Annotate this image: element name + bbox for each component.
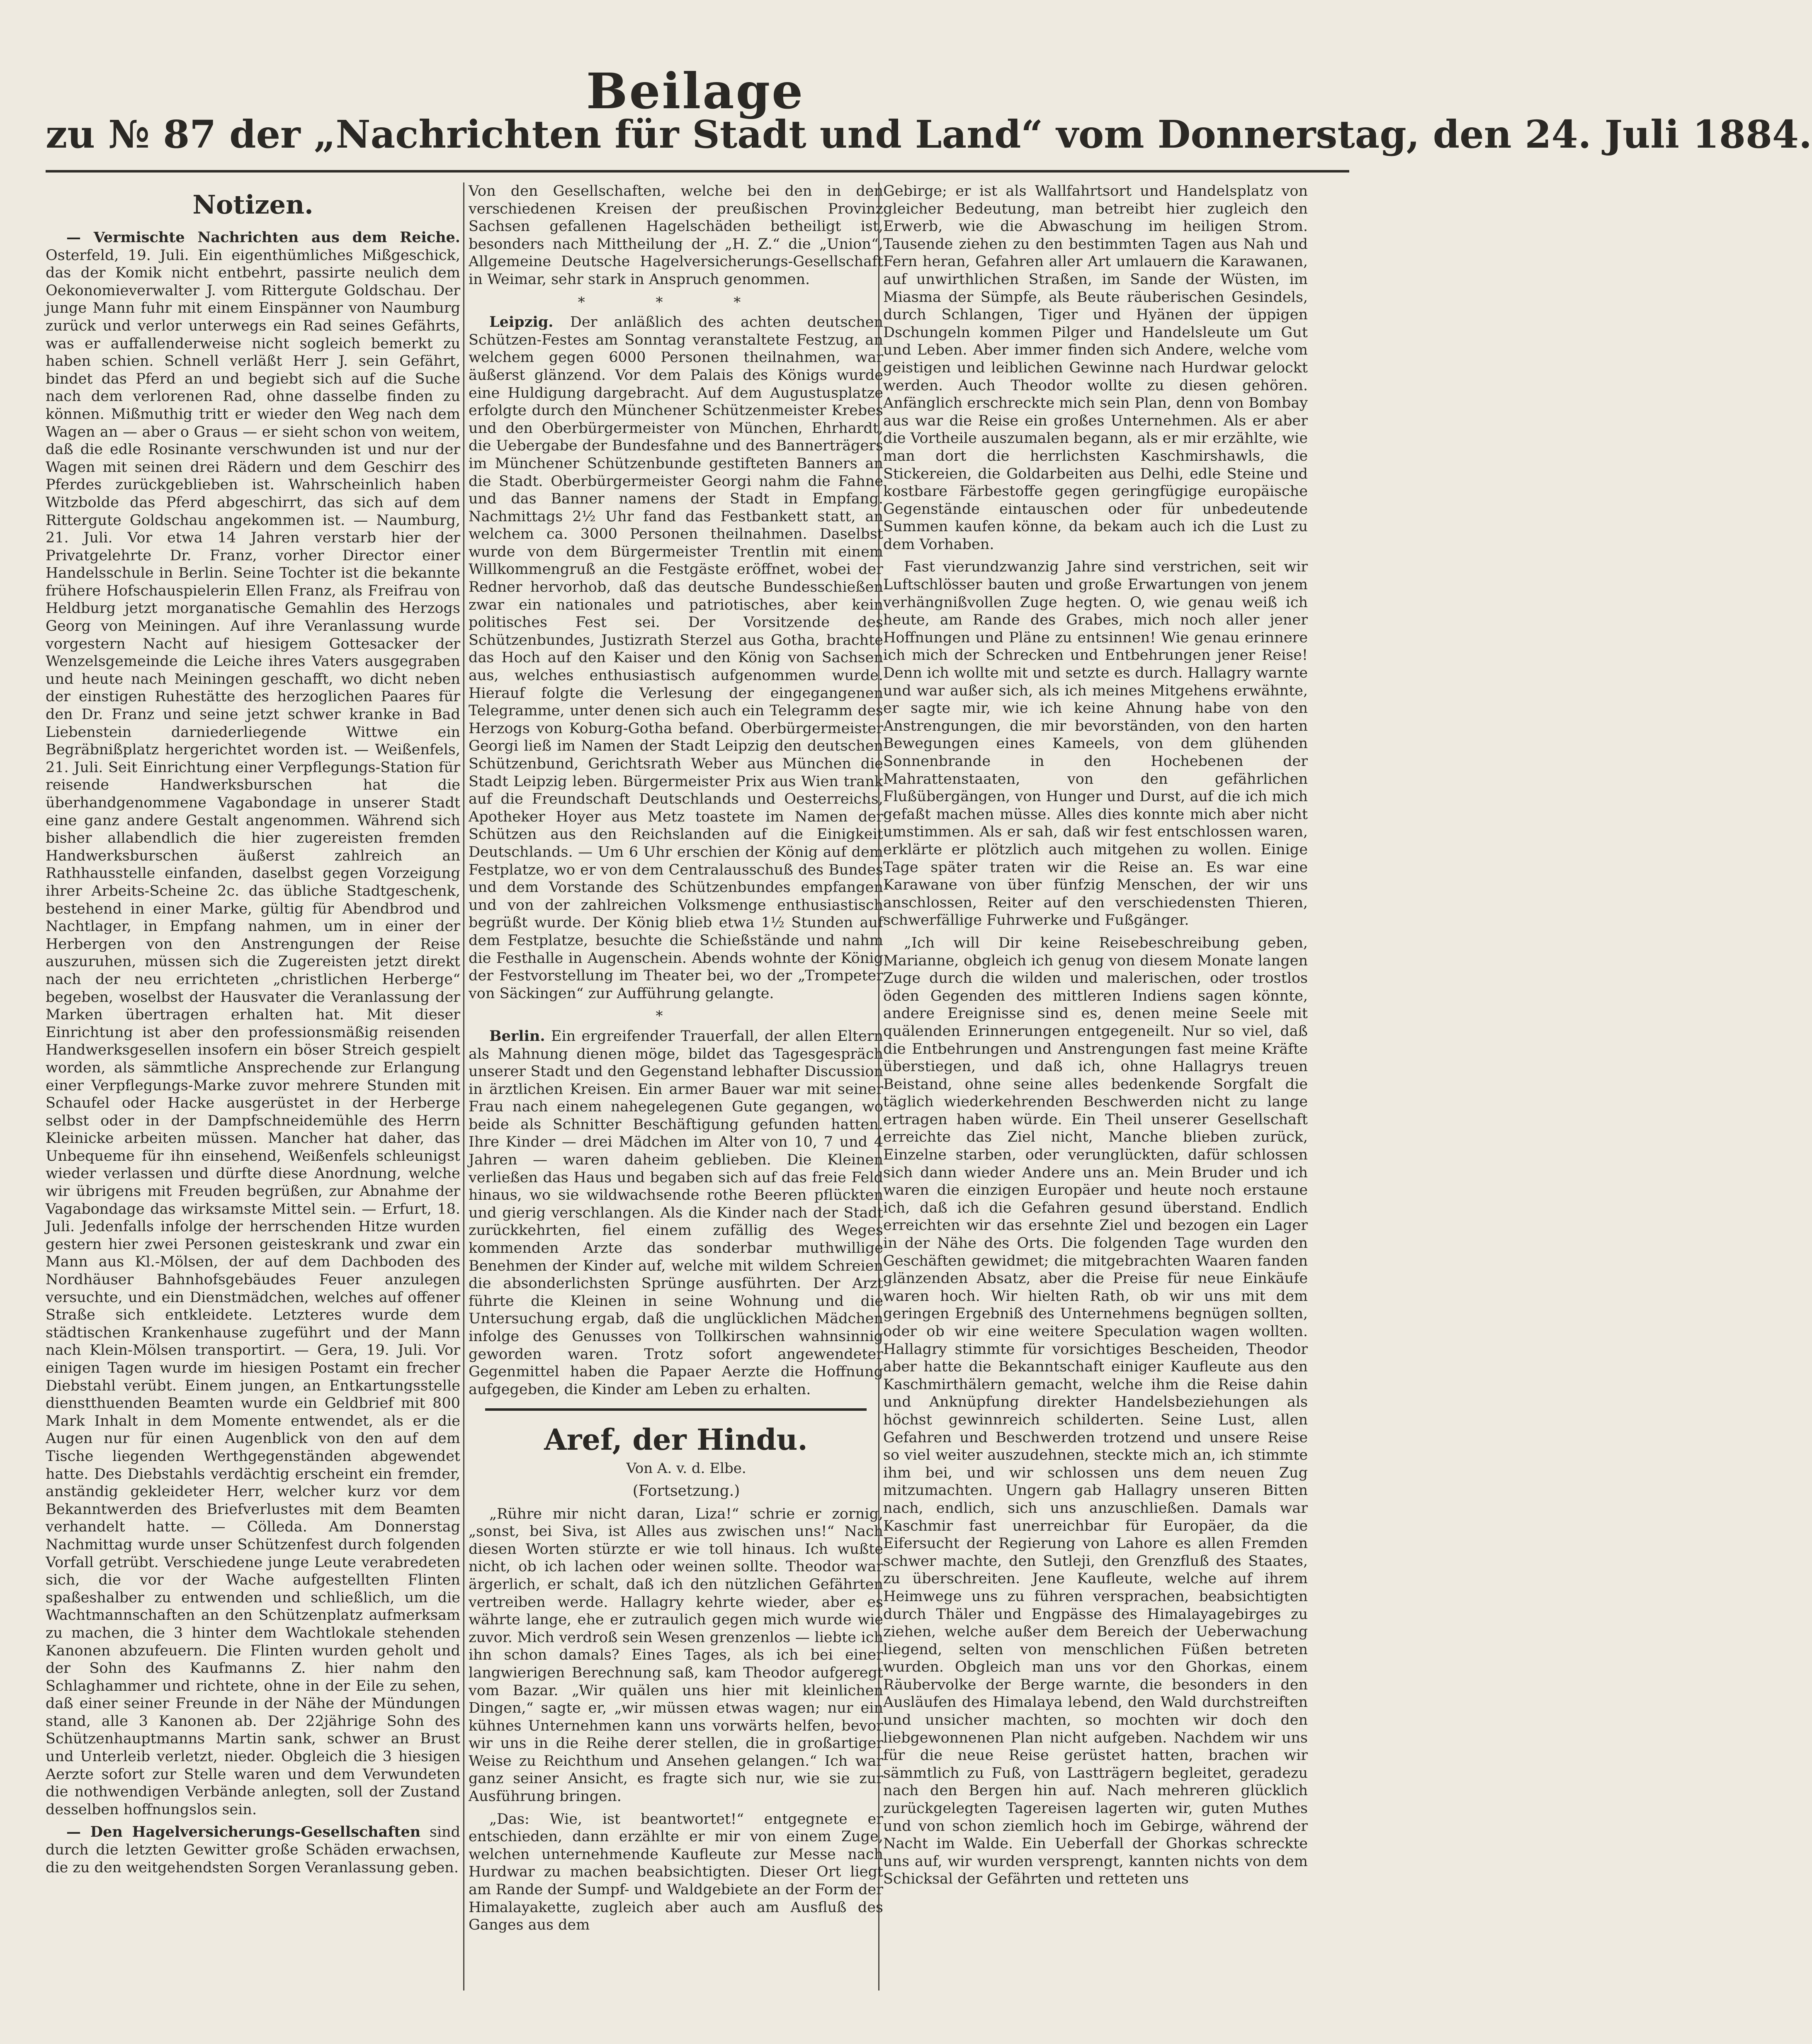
news-paragraph xyxy=(46,229,460,1818)
news-paragraph xyxy=(469,314,883,1002)
news-text: Osterfeld, 19. Juli. Ein eigenthümliches Mißgeschick, das der Komik nicht entbehrt, passirte neulich dem Oekonomieverwalter J. vom Rittergute Goldschau. Der junge Mann fuhr mit einem Einspänner von Naumburg zurück und verlor unterwegs ein Rad seines Gefährts, was er auffallenderweise nicht sogleich bemerkt zu haben schien. Schnell verläßt Herr J. sein Gefährt, bindet das Pferd an und begiebt sich auf die Suche nach dem verlorenen Rad, ohne dasselbe finden zu können. Mißmuthig tritt er wieder den Weg nach dem Wagen an — aber o Graus — er sieht schon von weitem, daß die edle Rosinante verschwunden ist und nur der Wagen mit seinen drei Rädern und dem Geschirr des Pferdes zurückgeblieben ist. Wahrscheinlich haben Witzbolde das Pferd abgeschirrt, das sich auf dem Rittergute Goldschau angekommen ist. — Naumburg, 21. Juli. Vor etwa 14 Jahren verstarb hier der Privatgelehrte Dr. Franz, vorher Director einer Handelsschule in Berlin. Seine Tochter ist die bekannte frühere Hofschauspielerin Ellen Franz, als Freifrau von Heldburg jetzt morganatische Gemahlin des Herzogs Georg von Meiningen. Auf ihre Veranlassung wurde vorgestern Nacht auf hiesigem Gottesacker der Wenzelsgemeinde die Leiche ihres Vaters ausgegraben und heute nach Meiningen geschafft, wo dicht neben der einstigen Ruhestätte des herzoglichen Paares für den Dr. Franz und seine jetzt schwer kranke in Bad Liebenstein darniederliegende Wittwe ein Begräbnißplatz hergerichtet worden ist. — Weißenfels, 21. Juli. Seit Einrichtung einer Verpflegungs-Station für reisende Handwerksburschen hat die überhandgenommene Vagabondage in unserer Stadt eine ganz andere Gestalt angenommen. Während sich bisher allabendlich die hier zugereisten fremden Handwerksburschen äußerst zahlreich an Rathhausstelle einfanden, daselbst gegen Vorzeigung ihrer Arbeits-Scheine 2c. das übliche Stadtgeschenk, bestehend in einer Marke, gültig für Abendbrod und Nachtlager, in Empfang nahmen, um in einer der Herbergen von den Anstrengungen der Reise auszuruhen, müssen sich die Zugereisten jetzt direkt nach der neu errichteten „christlichen Herberge“ begeben, woselbst der Hausvater die Veranlassung der Marken übertragen erhalten hat. Mit dieser Einrichtung ist aber den professionsmäßig reisenden Handwerksgesellen insofern ein böser Streich gespielt worden, als sämmtliche Ansprechende zur Erlangung einer Verpflegungs-Marke zuvor mehrere Stunden mit Schaufel oder Hacke ausgerüstet in der Herberge selbst oder in der Dampfschneidemühle des Herrn Kleinicke arbeiten müssen. Mancher hat daher, das Unbequeme für ihn einsehend, Weißenfels schleunigst wieder verlassen und dürfte diese Anordnung, welche wir übrigens mit Freuden begrüßen, zur Abnahme der Vagabondage das wirksamste Mittel sein. — Erfurt, 18. Juli. Jedenfalls infolge der herrschenden Hitze wurden gestern hier zwei Personen geisteskrank und zwar ein Mann aus Kl.-Mölsen, der auf dem Dachboden des Nordhäuser Bahnhofsgebäudes Feuer anzulegen versuchte, und ein Dienstmädchen, welches auf offener Straße sich entkleidete. Letzteres wurde dem städtischen Krankenhause zugeführt und der Mann nach Klein-Mölsen transportirt. — Gera, 19. Juli. Vor einigen Tagen wurde im hiesigen Postamt ein frecher Diebstahl verübt. Einem jungen, an Entkartungsstelle dienstthuenden Beamten wurde ein Geldbrief mit 800 Mark Inhalt in dem Momente entwendet, als er die Augen nur für einen Augenblick von den auf dem Tische liegenden Werthgegenständen abgewendet hatte. Des Diebstahls verdächtig erscheint ein fremder, anständig gekleideter Herr, welcher kurz vor dem Bekanntwerden des Briefverlustes mit dem Beamten verhandelt hatte. — Cölleda. Am Donnerstag Nachmittag wurde unser Schützenfest durch folgenden Vorfall getrübt. Verschiedene junge Leute verabredeten sich, die vor der Wache aufgestellten Flinten spaßeshalber zu entwenden und schließlich, um die Wachtmannschaften an den Schützenplatz aufmerksam zu machen, die 3 hinter dem Wachtlokale stehenden Kanonen abzufeuern. Die Flinten wurden geholt und der Sohn des Kaufmanns Z. hier nahm den Schlaghammer und richtete, ohne in der Eile zu sehen, daß einer seiner Freunde in der Nähe der Mündungen stand, alle 3 Kanonen ab. Der 22jährige Sohn des Schützenhauptmanns Martin sank, schwer an Brust und Unterleib verletzt, nieder. Obgleich die 3 hiesigen Aerzte sofort zur Stelle waren und dem Verwundeten die nothwendigen Verbände anlegten, soll der Zustand desselben hoffnungslos sein. xyxy=(46,247,460,1818)
separator-stars: * xyxy=(656,1008,696,1025)
story-paragraph: „Ich will Dir keine Reisebeschreibung geben, Marianne, obgleich ich genug von diesem Monate langen Zuge durch die wilden und malerischen, oder trostlos öden Gegenden des mittleren Indiens sagen könnte, andere Ereignisse sind es, denen meine Seele mit quälenden Erinnerungen entgegeneilt. Nur so viel, daß die Entbehrungen und Anstrengungen fast meine Kräfte überstiegen, und daß ich, ohne Hallagrys treuen Beistand, ohne seine alles bedenkende Sorgfalt die täglich wiederkehrenden Beschwerden nicht zu lange ertragen haben würde. Ein Theil unserer Gesellschaft erreichte das Ziel nicht, Manche blieben zurück, Einzelne starben, oder verunglückten, dafür schlossen sich dann wieder Andere uns an. Mein Bruder und ich waren die einzigen Europäer und heute noch erstaune ich, daß ich die Gefahren gesund überstand. Endlich erreichten wir das ersehnte Ziel und bezogen ein Lager in der Nähe des Orts. Die folgenden Tage wurden den Geschäften gewidmet; die mitgebrachten Waaren fanden glänzenden Absatz, aber die Preise für neue Einkäufe waren hoch. Wir hielten Rath, ob wir uns mit dem geringen Ergebniß des Unternehmens begnügen sollten, oder ob wir eine weitere Speculation wagen wollten. Hallagry stimmte für vorsichtiges Bescheiden, Theodor aber hatte die Bekanntschaft einiger Kaufleute aus den Kaschmirthälern gemacht, welche ihm die Reise dahin und Anknüpfung direkter Handelsbeziehungen als höchst gewinnreich schilderten. Seine Lust, allen Gefahren und Beschwerden trotzend und unsere Reise so viel weiter auszudehnen, steckte mich an, ich stimmte ihm bei, und wir schlossen uns dem neuen Zug mitzumachten. Ungern gab Hallagry unseren Bitten nach, endlich, sich uns anzuschließen. Damals war Kaschmir fast unerreichbar für Europäer, da die Eifersucht der Regierung von Lahore es allen Fremden schwer machte, den Sutleji, den Grenzfluß des Staates, zu überschreiten. Jene Kaufleute, welche auf ihrem Heimwege uns zu führen versprachen, beabsichtigten durch Thäler und Engpässe des Himalayagebirges zu ziehen, welche außer dem Bereich der Ueberwachung liegend, selten von menschlichen Füßen betreten wurden. Obgleich man uns vor den Ghorkas, einem Räubervolke der Berge warnte, die besonders in den Ausläufen des Himalaya lebend, den Wald durchstreiften und unsicher machten, so mochten wir doch den liebgewonnenen Plan nicht aufgeben. Nachdem wir uns für die neue Reise gerüstet hatten, brachen wir sämmtlich zu Fuß, von Lastträgern begleitet, geradezu nach den Bergen hin auf. Nach mehreren glücklich zurückgelegten Tagereisen lagerten wir, guten Muthes und von schon ziemlich hoch im Gebirge, während der Nacht im Walde. Ein Ueberfall der Ghorkas schreckte uns auf, wir wurden versprengt, kannten nichts von dem Schicksal der Gefährten und retteten uns xyxy=(883,934,1308,1888)
column-1 xyxy=(46,182,460,1991)
news-text: Ein ergreifender Trauerfall, der allen Eltern als Mahnung dienen möge, bildet das Tagesgespräch unserer Stadt und den Gegenstand lebhafter Discussion in ärztlichen Kreisen. Ein armer Bauer war mit seiner Frau nach einem nahegelegenen Gute gegangen, wo beide als Schnitter Beschäftigung gefunden hatten. Ihre Kinder — drei Mädchen im Alter von 10, 7 und 4 Jahren — waren daheim geblieben. Die Kleinen verließen das Haus und begaben sich auf das freie Feld hinaus, wo sie wildwachsende rothe Beeren pflückten und gierig verschlangen. Als die Kinder nach der Stadt zurückkehrten, fiel einem zufällig des Weges kommenden Arzte das sonderbar muthwillige Benehmen der Kinder auf, welche mit wildem Schreien die absonderlichsten Sprünge ausführten. Der Arzt führte die Kleinen in seine Wohnung und die Untersuchung ergab, daß die unglücklichen Mädchen infolge des Genusses von Tollkirschen wahnsinnig geworden waren. Trotz sofort angewendeter Gegenmittel haben die Papaer Aerzte die Hoffnung aufgegeben, die Kinder am Leben zu erhalten. xyxy=(469,1028,883,1398)
news-paragraph xyxy=(46,1823,460,1876)
column-3 xyxy=(883,182,1308,1991)
story-paragraph: „Das: Wie, ist beantwortet!“ entgegnete er entschieden, dann erzählte er mir von einem Zuge, welchen unternehmende Kaufleute zur Messe nach Hurdwar zu machen beabsichtigten. Dieser Ort liegt am Rande der Sumpf- und Waldgebiete an der Form der Himalayakette, zugleich aber auch am Ausfluß des Ganges aus dem xyxy=(469,1811,883,1934)
news-text: sind durch die letzten Gewitter große Schäden erwachsen, die zu den weitgehendsten Sorgen Veranlassung geben. xyxy=(46,1824,460,1876)
news-heading: Leipzig. xyxy=(489,314,554,331)
section-title: Notizen. xyxy=(192,190,313,220)
story-continuation: (Fortsetzung.) xyxy=(632,1482,740,1500)
section-rule xyxy=(485,1408,867,1411)
story-paragraph: „Rühre mir nicht daran, Liza!“ schrie er zornig, „sonst, bei Siva, ist Alles aus zwischen uns!“ Nach diesen Worten stürzte er wie toll hinaus. Ich wußte nicht, ob ich lachen oder weinen sollte. Theodor war ärgerlich, er schalt, daß ich den nützlichen Gefährten vertreiben werde. Hallagry kehrte wieder, aber es währte lange, ehe er zutraulich gegen mich wurde wie zuvor. Mich verdroß sein Wesen grenzenlos — liebte ich ihn schon damals? Eines Tages, als ich bei einer langwierigen Berechnung saß, kam Theodor aufgeregt vom Bazar. „Wir quälen uns hier mit kleinlichen Dingen,“ sagte er, „wir müssen etwas wagen; nur ein kühnes Unternehmen kann uns vorwärts helfen, bevor wir uns in die Reihe derer stellen, die in großartiger Weise zu Reichthum und Ansehen gelangen.“ Ich war ganz seiner Ansicht, es fragte sich nur, wie sie zur Ausführung bringen. xyxy=(469,1505,883,1805)
story-author: Von A. v. d. Elbe. xyxy=(626,1460,746,1477)
news-heading: — Den Hagelversicherungs-Gesellschaften xyxy=(66,1823,421,1841)
separator-stars: * * * xyxy=(578,294,774,311)
news-text: Der anläßlich des achten deutschen Schützen-Festes am Sonntag veranstaltete Festzug, an welchem gegen 6000 Personen theilnahmen, war äußerst glänzend. Vor dem Palais des Königs wurde eine Huldigung dargebracht. Auf dem Augustusplatze erfolgte durch den Münchener Schützenmeister Krebes und den Oberbürgermeister von München, Ehrhardt, die Uebergabe der Bundesfahne und des Bannerträgers im Münchener Schützenbunde gestifteten Banners an die Stadt. Oberbürgermeister Georgi nahm die Fahne und das Banner namens der Stadt in Empfang. Nachmittags 2½ Uhr fand das Festbankett statt, an welchem ca. 3000 Personen theilnahmen. Daselbst wurde von dem Bürgermeister Trentlin mit einem Willkommengruß an die Festgäste eröffnet, wobei der Redner hervorhob, daß das deutsche Bundesschießen zwar ein nationales und patriotisches, aber kein politisches Fest sei. Der Vorsitzende des Schützenbundes, Justizrath Sterzel aus Gotha, brachte das Hoch auf den Kaiser und den König von Sachsen aus, welches enthusiastisch aufgenommen wurde. Hierauf folgte die Verlesung der eingegangenen Telegramme, unter denen sich auch ein Telegramm des Herzogs von Koburg-Gotha befand. Oberbürgermeister Georgi ließ im Namen der Stadt Leipzig den deutschen Schützenbund, Gerichtsrath Weber aus München die Stadt Leipzig leben. Bürgermeister Prix aus Wien trank auf die Freundschaft Deutschlands und Oesterreichs, Apotheker Hoyer aus Metz toastete im Namen der Schützen aus den Reichslanden auf die Einigkeit Deutschlands. — Um 6 Uhr erschien der König auf dem Festplatze, wo er von dem Centralausschuß des Bundes und dem Vorstande des Schützenbundes empfangen und von der zahlreichen Volksmenge enthusiastisch begrüßt wurde. Der König blieb etwa 1½ Stunden auf dem Festplatze, besuchte die Schießstände und nahm die Festhalle in Augenschein. Abends wohnte der König der Festvorstellung im Theater bei, wo der „Trompeter von Säckingen“ zur Aufführung gelangte. xyxy=(469,314,883,1002)
story-paragraph: Fast vierundzwanzig Jahre sind verstrichen, seit wir Luftschlösser bauten und große Erwartungen von jenem verhängnißvollen Zuge hegten. O, wie genau weiß ich heute, am Rande des Grabes, mich noch aller jener Hoffnungen und Pläne zu entsinnen! Wie genau erinnere ich mich der Schrecken und Entbehrungen jener Reise! Denn ich wollte mit und setzte es durch. Hallagry warnte und war außer sich, als ich meines Mitgehens erwähnte, er sagte mir, wie ich keine Ahnung habe von den Anstrengungen, die mir bevorständen, von den harten Bewegungen eines Kameels, von dem glühenden Sonnenbrande in den Hochebenen der Mahrattenstaaten, von den gefährlichen Flußübergängen, von Hunger und Durst, auf die ich mich gefaßt machen müsse. Alles dies konnte mich aber nicht umstimmen. Als er sah, daß wir fest entschlossen waren, erklärte er plötzlich auch mitgehen zu wollen. Einige Tage später traten wir die Reise an. Es war eine Karawane von über fünfzig Menschen, der wir uns anschlossen, Reiter auf den verschiedensten Thieren, schwerfällige Fuhrwerke und Fußgänger. xyxy=(883,559,1308,929)
header-rule xyxy=(46,170,1349,173)
column-2 xyxy=(469,182,883,1991)
news-paragraph: Von den Gesellschaften, welche bei den in den verschiedenen Kreisen der preußischen Provinz Sachsen gefallenen Hagelschäden betheiligt ist, besonders nach Mittheilung der „H. Z.“ die „Union“, Allgemeine Deutsche Hagelversicherungs-Gesellschaft in Weimar, sehr stark in Anspruch genommen. xyxy=(469,183,883,288)
story-paragraph: Gebirge; er ist als Wallfahrtsort und Handelsplatz von gleicher Bedeutung, man betreibt hier zugleich den Erwerb, wie die Abwaschung im heiligen Strom. Tausende ziehen zu den bestimmten Tagen aus Nah und Fern heran, Gefahren aller Art umlauern die Karawanen, auf unwirthlichen Straßen, im Sande der Wüsten, im Miasma der Sümpfe, als Beute räuberischen Gesindels, durch Schlangen, Tiger und Hyänen der üppigen Dschungeln kommen Pilger und Handelsleute um Gut und Leben. Aber immer finden sich Andere, welche vom geistigen und leiblichen Gewinne nach Hurdwar gelockt werden. Auch Theodor wollte zu diesen gehören. Anfänglich erschreckte mich sein Plan, denn von Bombay aus war die Reise ein großes Unternehmen. Als er aber die Vortheile auszumalen begann, als er mir erzählte, wie man dort die herrlichsten Kaschmirshawls, die Stickereien, die Goldarbeiten aus Delhi, edle Steine und kostbare Färbestoffe gegen geringfügige europäische Gegenstände eintauschen oder für unbedeutende Summen kaufen könne, da bekam auch ich die Lust zu dem Vorhaben. xyxy=(883,183,1308,553)
issue-line: zu № 87 der „Nachrichten für Stadt und Land“ vom Donnerstag, den 24. Juli 1884. xyxy=(46,112,1812,157)
supplement-title: Beilage xyxy=(586,62,805,120)
news-heading: — Vermischte Nachrichten aus dem Reiche. xyxy=(66,229,460,246)
column-divider xyxy=(463,182,464,1991)
news-paragraph xyxy=(469,1028,883,1398)
story-title: Aref, der Hindu. xyxy=(544,1422,808,1457)
news-heading: Berlin. xyxy=(489,1027,545,1045)
